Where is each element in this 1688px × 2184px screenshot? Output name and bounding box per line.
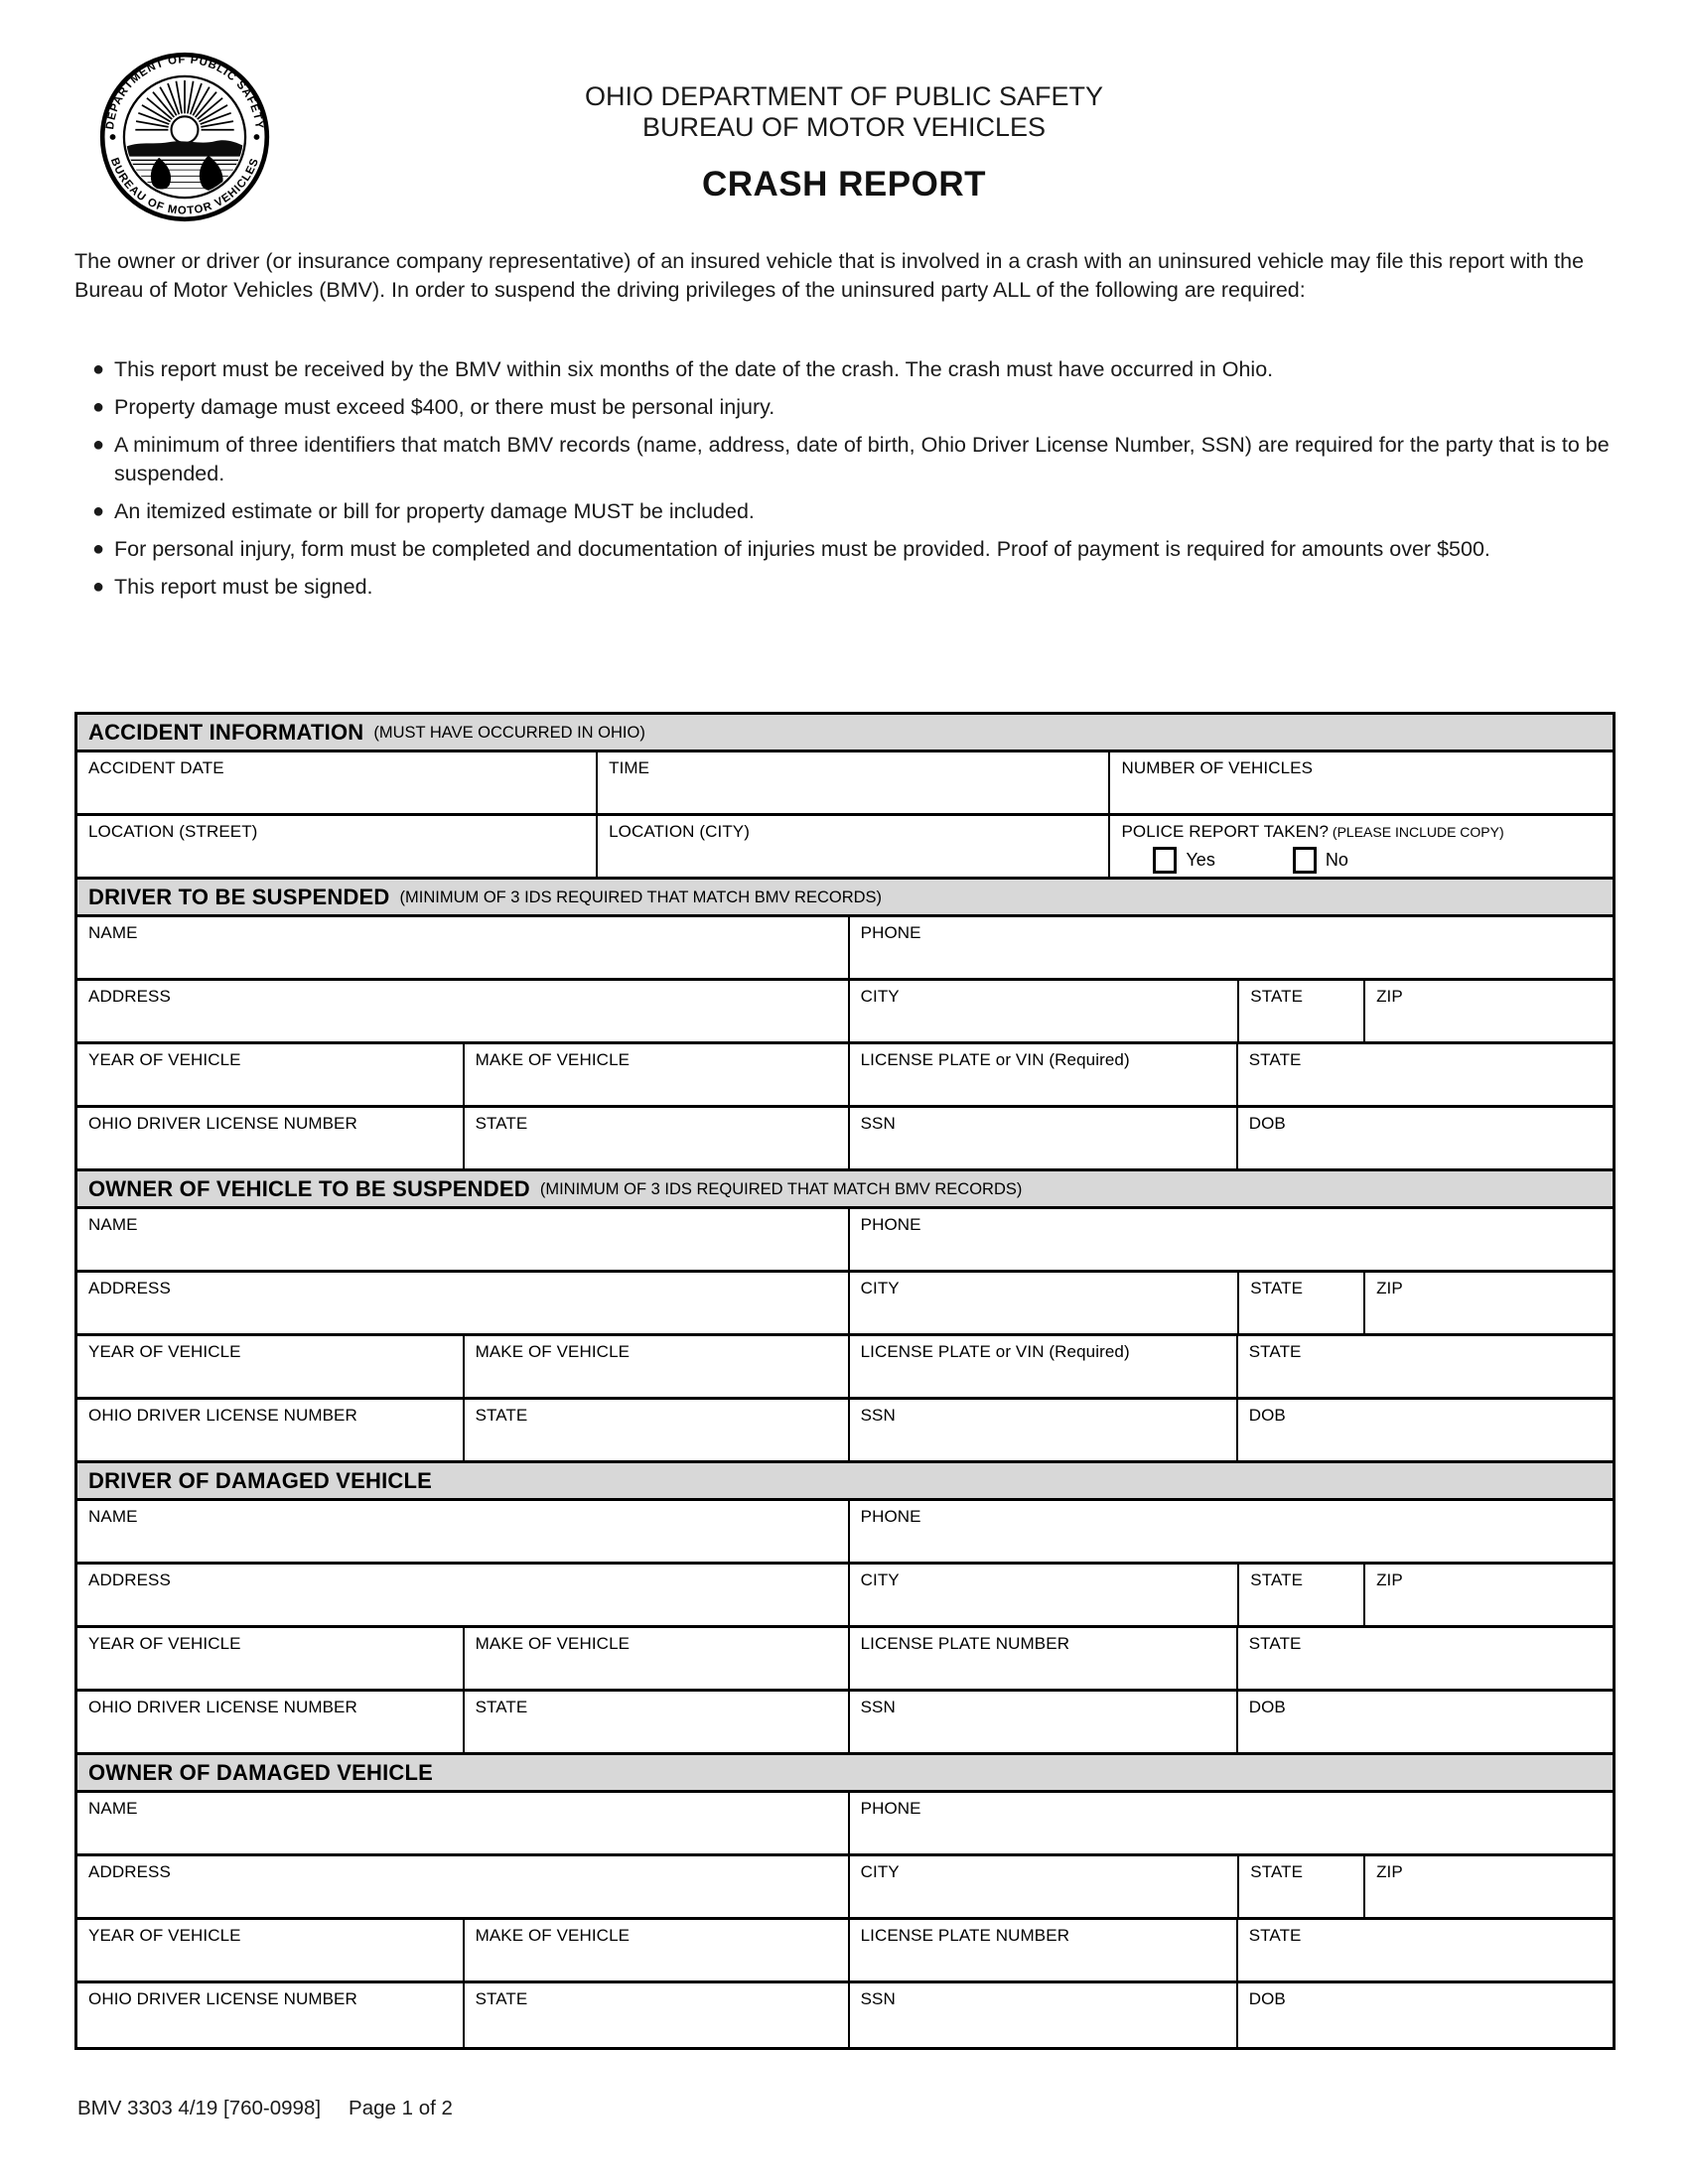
field-label: OHIO DRIVER LICENSE NUMBER (88, 1406, 357, 1425)
page-title: CRASH REPORT (701, 165, 987, 204)
section-title: DRIVER OF DAMAGED VEHICLE (88, 1467, 433, 1493)
field-dob[interactable] (1238, 1983, 1613, 2047)
field-label: STATE (1250, 1862, 1304, 1881)
field-label: ADDRESS (88, 1279, 171, 1297)
requirement-text: This report must be signed. (114, 575, 373, 599)
bullet-icon: ● (92, 576, 105, 598)
section-subtitle: (MUST HAVE OCCURRED IN OHIO) (373, 724, 645, 742)
field-label: NAME (88, 1507, 138, 1526)
checkbox-icon[interactable] (1293, 847, 1317, 874)
field-state[interactable] (465, 1108, 850, 1168)
agency-header (0, 81, 1688, 143)
form-row (77, 1044, 1613, 1108)
field-license-plate-or-vin-required[interactable] (850, 1336, 1238, 1397)
field-year-of-vehicle[interactable] (77, 1920, 465, 1980)
form-row (77, 1793, 1613, 1856)
field-dob[interactable] (1238, 1692, 1613, 1752)
field-location-street[interactable] (77, 816, 598, 877)
field-police-report-taken[interactable] (1110, 816, 1613, 877)
field-label: ADDRESS (88, 1570, 171, 1589)
field-dob[interactable] (1238, 1108, 1613, 1168)
field-year-of-vehicle[interactable] (77, 1336, 465, 1397)
field-zip[interactable] (1365, 1565, 1613, 1625)
field-label: NAME (88, 1215, 138, 1234)
form-row (77, 1628, 1613, 1692)
field-license-plate-number[interactable] (850, 1628, 1238, 1689)
requirement-item (74, 393, 1619, 422)
form-row (77, 1920, 1613, 1983)
field-make-of-vehicle[interactable] (465, 1628, 850, 1689)
field-label: MAKE OF VEHICLE (475, 1926, 631, 1945)
form-row (77, 816, 1613, 880)
field-number-of-vehicles[interactable] (1110, 752, 1613, 813)
field-make-of-vehicle[interactable] (465, 1044, 850, 1105)
field-make-of-vehicle[interactable] (465, 1920, 850, 1980)
section-title: OWNER OF DAMAGED VEHICLE (88, 1759, 434, 1785)
field-name[interactable] (77, 1501, 850, 1562)
checkbox-options (1153, 847, 1607, 874)
requirement-item (74, 355, 1619, 384)
field-label: NAME (88, 923, 138, 942)
section-header-owner-of-vehicle-to-be-suspended (77, 1171, 1613, 1209)
field-license-plate-or-vin-required[interactable] (850, 1044, 1238, 1105)
field-ohio-driver-license-number[interactable] (77, 1108, 465, 1168)
checkbox-option-no[interactable] (1293, 847, 1348, 874)
field-label: NUMBER OF VEHICLES (1121, 758, 1314, 777)
seal-bottom-text: BUREAU OF MOTOR VEHICLES (107, 156, 262, 217)
checkbox-icon[interactable] (1153, 847, 1177, 874)
field-label: LICENSE PLATE or VIN (Required) (860, 1050, 1130, 1069)
requirement-item (74, 431, 1619, 488)
field-label: OHIO DRIVER LICENSE NUMBER (88, 1698, 357, 1716)
form-row (77, 1400, 1613, 1463)
requirement-item (74, 573, 1619, 602)
field-label: STATE (1248, 1926, 1302, 1945)
field-label: MAKE OF VEHICLE (475, 1634, 631, 1653)
field-state[interactable] (1238, 1044, 1613, 1105)
section-subtitle: (MINIMUM OF 3 IDS REQUIRED THAT MATCH BMV RECORDS) (539, 1180, 1023, 1198)
field-label: STATE (475, 1989, 528, 2008)
agency-line2: BUREAU OF MOTOR VEHICLES (641, 112, 1047, 142)
field-label: LICENSE PLATE NUMBER (860, 1634, 1070, 1653)
seal-top-text: DEPARTMENT OF PUBLIC SAFETY (104, 54, 265, 131)
field-accident-date[interactable] (77, 752, 598, 813)
form-footer (77, 2097, 453, 2120)
requirement-item (74, 497, 1619, 526)
field-label: PHONE (860, 923, 921, 942)
form-row (77, 1856, 1613, 1920)
field-address[interactable] (77, 1565, 850, 1625)
section-header-driver-of-damaged-vehicle (77, 1463, 1613, 1501)
section-header-owner-of-damaged-vehicle (77, 1755, 1613, 1793)
field-ohio-driver-license-number[interactable] (77, 1400, 465, 1460)
field-label: DOB (1248, 1989, 1286, 2008)
field-label: CITY (860, 1862, 900, 1881)
form-row (77, 1501, 1613, 1565)
field-label: YEAR OF VEHICLE (88, 1342, 241, 1361)
field-phone[interactable] (850, 1501, 1613, 1562)
field-state[interactable] (1238, 1628, 1613, 1689)
field-label: TIME (609, 758, 650, 777)
field-ssn[interactable] (850, 1400, 1238, 1460)
bullet-icon: ● (92, 358, 105, 380)
requirement-text: An itemized estimate or bill for property damage MUST be included. (114, 499, 755, 523)
bullet-icon: ● (92, 434, 105, 456)
field-state[interactable] (465, 1983, 850, 2047)
field-label: NAME (88, 1799, 138, 1818)
field-label: DOB (1248, 1406, 1286, 1425)
form-number: BMV 3303 4/19 [760-0998] (77, 2097, 322, 2119)
field-label: CITY (860, 987, 900, 1006)
field-label: DOB (1248, 1114, 1286, 1133)
field-city[interactable] (850, 1856, 1240, 1917)
field-label: ZIP (1376, 1570, 1403, 1589)
requirement-text: A minimum of three identifiers that match BMV records (name, address, date of birth, Ohio Driver License Number, SSN) are required for the party that is to be suspended. (114, 433, 1610, 485)
form-row (77, 981, 1613, 1044)
field-state[interactable] (1239, 1273, 1365, 1333)
checkbox-option-yes[interactable] (1153, 847, 1214, 874)
field-label: PHONE (860, 1215, 921, 1234)
field-address[interactable] (77, 1856, 850, 1917)
field-label: OHIO DRIVER LICENSE NUMBER (88, 1114, 357, 1133)
field-label: STATE (1248, 1342, 1302, 1361)
form-row (77, 1565, 1613, 1628)
field-label: LICENSE PLATE NUMBER (860, 1926, 1070, 1945)
section-title: DRIVER TO BE SUSPENDED (88, 884, 390, 909)
field-ssn[interactable] (850, 1108, 1238, 1168)
field-label: ADDRESS (88, 987, 171, 1006)
form-row (77, 1336, 1613, 1400)
section-title: ACCIDENT INFORMATION (88, 719, 364, 745)
field-address[interactable] (77, 981, 850, 1041)
field-city[interactable] (850, 1565, 1240, 1625)
field-label: ADDRESS (88, 1862, 171, 1881)
field-phone[interactable] (850, 1793, 1613, 1853)
field-label: LICENSE PLATE or VIN (Required) (860, 1342, 1130, 1361)
form-row (77, 1273, 1613, 1336)
field-label: CITY (860, 1279, 900, 1297)
agency-line1: OHIO DEPARTMENT OF PUBLIC SAFETY (584, 81, 1104, 111)
water-lines-icon (126, 160, 243, 164)
form-row (77, 1209, 1613, 1273)
checkbox-label: Yes (1186, 850, 1215, 870)
field-year-of-vehicle[interactable] (77, 1628, 465, 1689)
field-label: YEAR OF VEHICLE (88, 1634, 241, 1653)
field-label: STATE (1250, 1279, 1304, 1297)
section-header-accident-information (77, 715, 1613, 752)
field-label: ZIP (1376, 1862, 1403, 1881)
field-state[interactable] (1239, 981, 1365, 1041)
requirements-list (74, 355, 1619, 611)
requirement-text: For personal injury, form must be completed and documentation of injuries must be provided. Proof of payment is required for amounts over $500. (114, 537, 1490, 561)
field-zip[interactable] (1365, 981, 1613, 1041)
field-label: SSN (860, 1406, 896, 1425)
field-phone[interactable] (850, 917, 1613, 978)
bullet-icon: ● (92, 500, 105, 522)
field-label: OHIO DRIVER LICENSE NUMBER (88, 1989, 357, 2008)
field-label: STATE (475, 1114, 528, 1133)
field-zip[interactable] (1365, 1273, 1613, 1333)
field-city[interactable] (850, 981, 1240, 1041)
field-make-of-vehicle[interactable] (465, 1336, 850, 1397)
field-name[interactable] (77, 917, 850, 978)
field-state[interactable] (1238, 1920, 1613, 1980)
requirement-item (74, 535, 1619, 564)
form-row (77, 1692, 1613, 1755)
field-state[interactable] (1239, 1565, 1365, 1625)
checkbox-label: No (1325, 850, 1348, 870)
form-row (77, 917, 1613, 981)
field-ohio-driver-license-number[interactable] (77, 1983, 465, 2047)
field-location-city[interactable] (598, 816, 1110, 877)
field-label: STATE (1250, 987, 1304, 1006)
field-zip[interactable] (1365, 1856, 1613, 1917)
field-label: PHONE (860, 1507, 921, 1526)
section-subtitle: (MINIMUM OF 3 IDS REQUIRED THAT MATCH BMV RECORDS) (399, 888, 883, 906)
field-license-plate-number[interactable] (850, 1920, 1238, 1980)
field-phone[interactable] (850, 1209, 1613, 1270)
field-label: ZIP (1376, 987, 1403, 1006)
intro-paragraph: The owner or driver (or insurance company representative) of an insured vehicle that is involved in a crash with an uninsured vehicle may file this report with the Bureau of Motor Vehicles (BMV). In order to suspend the driving privileges of the uninsured party ALL of the following are required: (74, 249, 1585, 302)
field-label: SSN (860, 1114, 896, 1133)
field-label: STATE (1248, 1634, 1302, 1653)
field-label: ACCIDENT DATE (88, 758, 224, 777)
field-label: SSN (860, 1698, 896, 1716)
bullet-icon: ● (92, 538, 105, 560)
field-label: LOCATION (STREET) (88, 822, 258, 841)
field-city[interactable] (850, 1273, 1240, 1333)
field-state[interactable] (465, 1692, 850, 1752)
form-row (77, 752, 1613, 816)
requirement-text: This report must be received by the BMV within six months of the date of the crash. The crash must have occurred in Ohio. (114, 357, 1274, 381)
field-label: YEAR OF VEHICLE (88, 1926, 241, 1945)
field-label: DOB (1248, 1698, 1286, 1716)
field-state[interactable] (1238, 1336, 1613, 1397)
section-title: OWNER OF VEHICLE TO BE SUSPENDED (88, 1175, 530, 1201)
bullet-icon: ● (92, 396, 105, 418)
field-label: YEAR OF VEHICLE (88, 1050, 241, 1069)
section-header-driver-to-be-suspended (77, 880, 1613, 917)
page-number: Page 1 of 2 (349, 2097, 453, 2119)
form-row (77, 1108, 1613, 1171)
field-label: PHONE (860, 1799, 921, 1818)
form-row (77, 1983, 1613, 2047)
field-label: STATE (475, 1698, 528, 1716)
field-label: POLICE REPORT TAKEN? (1121, 822, 1330, 841)
field-name[interactable] (77, 1209, 850, 1270)
requirement-text: Property damage must exceed $400, or there must be personal injury. (114, 395, 775, 419)
field-ssn[interactable] (850, 1692, 1238, 1752)
field-ohio-driver-license-number[interactable] (77, 1692, 465, 1752)
field-label: STATE (1250, 1570, 1304, 1589)
field-address[interactable] (77, 1273, 850, 1333)
field-label: MAKE OF VEHICLE (475, 1342, 631, 1361)
field-name[interactable] (77, 1793, 850, 1853)
field-state[interactable] (1239, 1856, 1365, 1917)
field-state[interactable] (465, 1400, 850, 1460)
field-label: STATE (475, 1406, 528, 1425)
field-label: MAKE OF VEHICLE (475, 1050, 631, 1069)
field-year-of-vehicle[interactable] (77, 1044, 465, 1105)
crash-report-form-table (74, 712, 1616, 2050)
field-label: CITY (860, 1570, 900, 1589)
field-dob[interactable] (1238, 1400, 1613, 1460)
field-label: STATE (1248, 1050, 1302, 1069)
field-ssn[interactable] (850, 1983, 1238, 2047)
field-label: SSN (860, 1989, 896, 2008)
field-note: (PLEASE INCLUDE COPY) (1329, 824, 1504, 840)
field-time[interactable] (598, 752, 1110, 813)
field-label: ZIP (1376, 1279, 1403, 1297)
field-label: LOCATION (CITY) (609, 822, 751, 841)
